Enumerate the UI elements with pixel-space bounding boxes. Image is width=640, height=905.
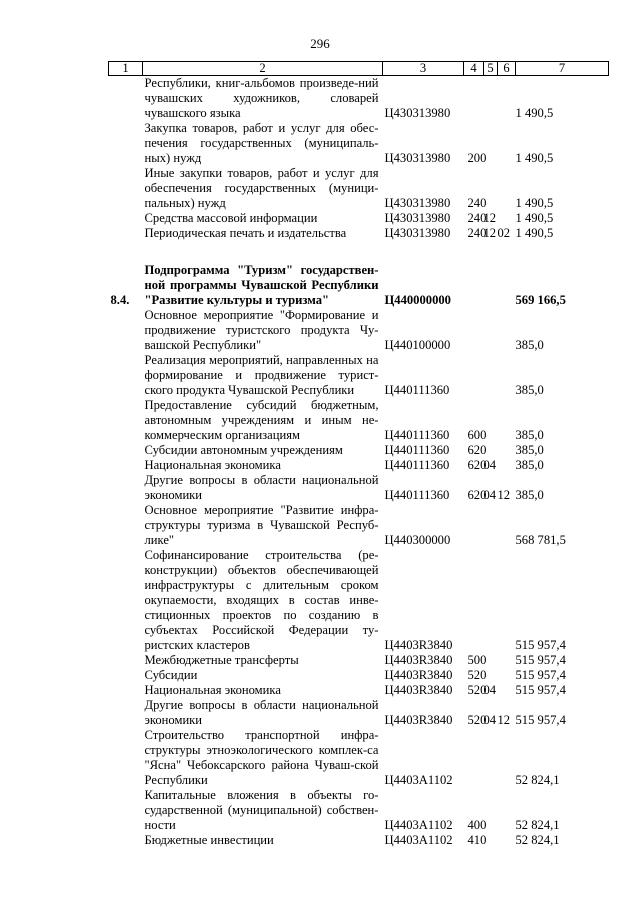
- amount: 52 824,1: [515, 818, 560, 832]
- section: [484, 353, 498, 398]
- row-number: [109, 683, 143, 698]
- amount: 515 957,4: [515, 668, 566, 682]
- expense-type: [464, 548, 484, 653]
- column-header: 1: [109, 62, 143, 76]
- target-code: Ц4403R3840: [384, 683, 453, 697]
- subsection: [498, 263, 516, 308]
- subsection: [498, 398, 516, 443]
- expense-type: [464, 263, 484, 308]
- amount: 385,0: [515, 458, 544, 472]
- amount: 52 824,1: [515, 833, 560, 847]
- subsection: [498, 76, 516, 122]
- target-code: Ц4403R3840: [384, 638, 453, 652]
- subsection: [498, 353, 516, 398]
- amount: 385,0: [515, 338, 544, 352]
- row-description: Другие вопросы в области национальной экономики: [144, 698, 379, 727]
- expense-type: 620: [467, 443, 487, 457]
- section: 04: [483, 488, 497, 502]
- row-number: [109, 443, 143, 458]
- row-description: Основное мероприятие "Формирование и продвижение туристского продукта Чу-вашской Республики": [144, 308, 379, 352]
- row-number: [109, 668, 143, 683]
- subsection: [498, 833, 516, 848]
- row-number: [109, 398, 143, 443]
- section: [484, 548, 498, 653]
- table-row: [109, 503, 609, 548]
- subsection: 02: [497, 226, 511, 240]
- section: 04: [483, 683, 497, 697]
- subsection: [498, 211, 516, 226]
- budget-table: [108, 61, 609, 848]
- target-code: Ц4403R3840: [384, 653, 453, 667]
- row-description: Реализация мероприятий, направленных на формирование и продвижение турист-ского продукта Чувашской Республики: [144, 353, 379, 397]
- table-row: [109, 166, 609, 211]
- expense-type: 520: [467, 668, 487, 682]
- subsection: [498, 728, 516, 788]
- amount: 515 957,4: [515, 653, 566, 667]
- row-description: Капитальные вложения в объекты го-сударственной (муниципальной) собствен-ности: [144, 788, 379, 832]
- row-number: [109, 548, 143, 653]
- row-number: [109, 121, 143, 166]
- subsection: [498, 503, 516, 548]
- amount: 515 957,4: [515, 713, 566, 727]
- amount: 515 957,4: [515, 638, 566, 652]
- table-row: [109, 121, 609, 166]
- amount: 1 490,5: [515, 211, 554, 225]
- expense-type: 520: [467, 713, 487, 727]
- row-number: [109, 226, 143, 241]
- section: [484, 263, 498, 308]
- table-body: [109, 62, 609, 849]
- target-code: Ц4403А1102: [384, 833, 453, 847]
- table-row: [109, 728, 609, 788]
- amount: 385,0: [515, 428, 544, 442]
- table-row: [109, 548, 609, 653]
- table-row: [109, 308, 609, 353]
- subsection: [498, 788, 516, 833]
- expense-type: [464, 308, 484, 353]
- table-row: [109, 788, 609, 833]
- spacer-row: [109, 241, 609, 263]
- row-description: Предоставление субсидий бюджетным, автономным учреждениям и иным не-коммерческим организациям: [144, 398, 379, 442]
- subsection: [498, 548, 516, 653]
- amount: 1 490,5: [515, 196, 554, 210]
- row-description: Субсидии: [144, 668, 198, 682]
- row-number: [109, 788, 143, 833]
- row-description: Национальная экономика: [144, 683, 281, 697]
- row-number: [109, 503, 143, 548]
- target-code: Ц430313980: [384, 196, 451, 210]
- target-code: Ц440111360: [384, 428, 450, 442]
- row-number: [109, 76, 143, 122]
- amount: 515 957,4: [515, 683, 566, 697]
- expense-type: 400: [467, 818, 487, 832]
- target-code: Ц430313980: [384, 151, 451, 165]
- page-number: 296: [310, 36, 330, 51]
- row-description: Периодическая печать и издательства: [144, 226, 347, 240]
- row-number: [109, 728, 143, 788]
- expense-type: [464, 353, 484, 398]
- expense-type: [464, 76, 484, 122]
- section: 12: [483, 226, 497, 240]
- table-row: [109, 473, 609, 503]
- section: 12: [483, 211, 497, 225]
- amount: 1 490,5: [515, 151, 554, 165]
- section: [484, 308, 498, 353]
- row-description: Строительство транспортной инфра-структуры этноэкологического комплек-са "Ясна" Чебоксарского района Чуваш-ской Республики: [144, 728, 379, 787]
- target-code: Ц430313980: [384, 106, 451, 120]
- section: 04: [483, 458, 497, 472]
- amount: 52 824,1: [515, 773, 560, 787]
- column-header: 7: [516, 62, 609, 76]
- row-description: Закупка товаров, работ и услуг для обес-печения государственных (муниципаль-ных) нужд: [144, 121, 379, 165]
- expense-type: 600: [467, 428, 487, 442]
- column-header: 4: [464, 62, 484, 76]
- row-description: Подпрограмма "Туризм" государствен-ной программы Чувашской Республики "Развитие культуры и туризма": [144, 263, 379, 307]
- row-number: [109, 473, 143, 503]
- row-description: Средства массовой информации: [144, 211, 318, 225]
- target-code: Ц440111360: [384, 488, 450, 502]
- table-row: [109, 458, 609, 473]
- amount: 1 490,5: [515, 226, 554, 240]
- table-row: [109, 263, 609, 308]
- row-description: Субсидии автономным учреждениям: [144, 443, 343, 457]
- row-description: Республики, книг-альбомов произведе-ний чувашских художников, словарей чувашского языка: [144, 76, 379, 120]
- row-number: [109, 698, 143, 728]
- subsection: 12: [497, 713, 511, 727]
- column-header-row: [109, 62, 609, 76]
- target-code: Ц440000000: [384, 293, 451, 307]
- subsection: [498, 458, 516, 473]
- row-number: [109, 308, 143, 353]
- target-code: Ц440300000: [384, 533, 451, 547]
- row-description: Другие вопросы в области национальной экономики: [144, 473, 379, 502]
- amount: 385,0: [515, 443, 544, 457]
- target-code: Ц4403А1102: [384, 773, 453, 787]
- row-number: 8.4.: [110, 293, 130, 307]
- section: 04: [483, 713, 497, 727]
- table-row: [109, 683, 609, 698]
- section: [484, 728, 498, 788]
- row-description: Софинансирование строительства (ре-конструкции) объектов обеспечивающей инфраструктуры с длительным сроком окупаемости, входящих в состав инве-стиционных проектов по созданию в субъектах Российской Федерации ту-ристских кластеров: [144, 548, 379, 652]
- subsection: [498, 668, 516, 683]
- section: [484, 76, 498, 122]
- subsection: [498, 308, 516, 353]
- target-code: Ц4403R3840: [384, 713, 453, 727]
- column-header: 2: [143, 62, 383, 76]
- subsection: [498, 121, 516, 166]
- target-code: Ц440111360: [384, 458, 450, 472]
- expense-type: 500: [467, 653, 487, 667]
- table-row: [109, 211, 609, 226]
- expense-type: 620: [467, 488, 487, 502]
- target-code: Ц4403А1102: [384, 818, 453, 832]
- table-row: [109, 668, 609, 683]
- table-row: [109, 653, 609, 668]
- table-row: [109, 76, 609, 122]
- table-row: [109, 833, 609, 848]
- row-description: Основное мероприятие "Развитие инфра-структуры туризма в Чувашской Респуб-лике": [144, 503, 379, 547]
- row-number: [109, 211, 143, 226]
- target-code: Ц4403R3840: [384, 668, 453, 682]
- subsection: [498, 683, 516, 698]
- expense-type: [464, 503, 484, 548]
- target-code: Ц440100000: [384, 338, 451, 352]
- subsection: [498, 166, 516, 211]
- expense-type: 620: [467, 458, 487, 472]
- subsection: 12: [497, 488, 511, 502]
- amount: 568 781,5: [515, 533, 566, 547]
- table-row: [109, 353, 609, 398]
- table-row: [109, 698, 609, 728]
- subsection: [498, 443, 516, 458]
- table-row: [109, 443, 609, 458]
- expense-type: 520: [467, 683, 487, 697]
- expense-type: [464, 728, 484, 788]
- target-code: Ц440111360: [384, 443, 450, 457]
- expense-type: 200: [467, 151, 487, 165]
- subsection: [498, 653, 516, 668]
- expense-type: 240: [467, 226, 487, 240]
- target-code: Ц440111360: [384, 383, 450, 397]
- row-number: [109, 166, 143, 211]
- target-code: Ц430313980: [384, 211, 451, 225]
- row-description: Межбюджетные трансферты: [144, 653, 299, 667]
- row-description: Бюджетные инвестиции: [144, 833, 274, 847]
- column-header: 6: [498, 62, 516, 76]
- amount: 1 490,5: [515, 106, 554, 120]
- row-description: Иные закупки товаров, работ и услуг для обеспечения государственных (муници-пальных) нужд: [144, 166, 379, 210]
- row-number: [109, 653, 143, 668]
- expense-type: 240: [467, 211, 487, 225]
- row-number: [109, 833, 143, 848]
- table-row: [109, 226, 609, 241]
- expense-type: 240: [467, 196, 487, 210]
- expense-type: 410: [467, 833, 487, 847]
- amount: 385,0: [515, 383, 544, 397]
- target-code: Ц430313980: [384, 226, 451, 240]
- amount: 385,0: [515, 488, 544, 502]
- row-number: [109, 353, 143, 398]
- table-row: [109, 398, 609, 443]
- section: [484, 503, 498, 548]
- row-number: [109, 458, 143, 473]
- column-header: 5: [484, 62, 498, 76]
- column-header: 3: [383, 62, 464, 76]
- amount: 569 166,5: [515, 293, 566, 307]
- row-description: Национальная экономика: [144, 458, 281, 472]
